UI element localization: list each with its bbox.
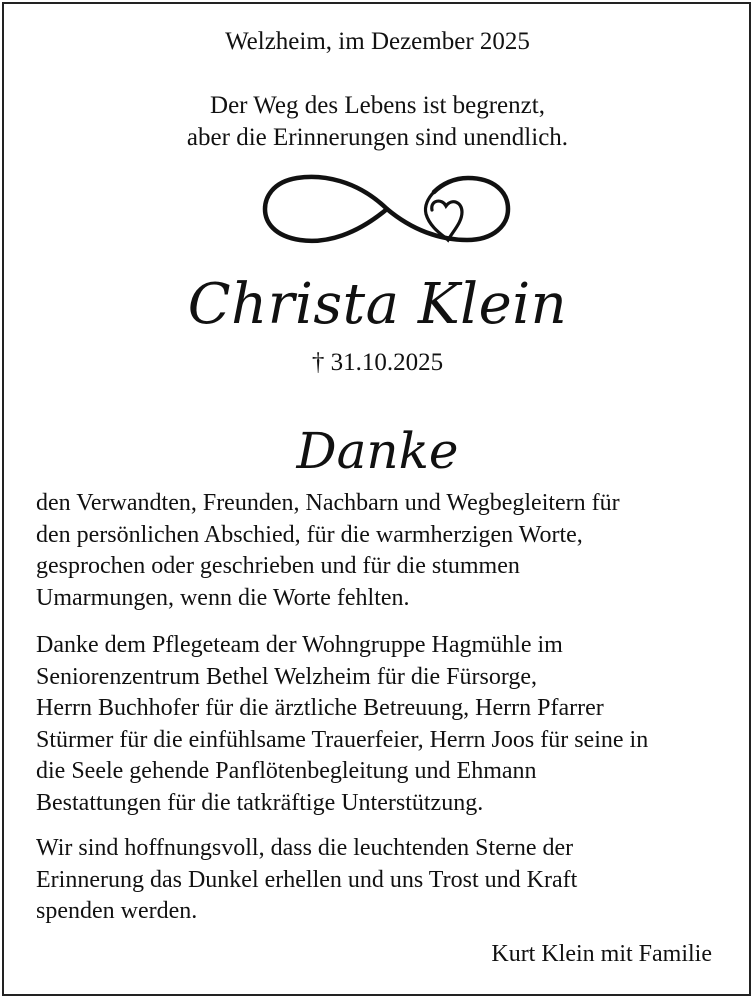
motto	[0, 90, 755, 154]
paragraph-line: den persönlichen Abschied, für die warmherzigen Worte,	[36, 521, 583, 548]
paragraph-line: Seniorenzentrum Bethel Welzheim für die Fürsorge,	[36, 663, 538, 690]
signature: Kurt Klein mit Familie	[491, 941, 712, 967]
paragraph-line: Umarmungen, wenn die Worte fehlten.	[36, 584, 410, 611]
paragraph-line: Stürmer für die einfühlsame Trauerfeier, Herrn Joos für seine in	[36, 726, 649, 753]
paragraph-line: Herrn Buchhofer für die ärztliche Betreuung, Herrn Pfarrer	[36, 695, 604, 721]
place-date: Welzheim, im Dezember 2025	[225, 28, 530, 55]
motto-line: Der Weg des Lebens ist begrenzt,	[210, 92, 545, 119]
thanks-heading: Danke	[296, 422, 459, 480]
deceased-name: Christa Klein	[187, 272, 568, 337]
hope-paragraph	[36, 833, 726, 928]
paragraph-line: gesprochen oder geschrieben und für die stummen	[36, 553, 520, 579]
care-thanks-paragraph	[36, 630, 726, 819]
death-date: † 31.10.2025	[311, 349, 444, 376]
motto-line: aber die Erinnerungen sind unendlich.	[186, 124, 569, 151]
paragraph-line: Wir sind hoffnungsvoll, dass die leuchtenden Sterne der	[36, 835, 574, 861]
infinity-heart-icon	[262, 170, 512, 248]
paragraph-line: den Verwandten, Freunden, Nachbarn und Wegbegleitern für	[36, 490, 620, 516]
paragraph-line: spenden werden.	[36, 898, 198, 924]
paragraph-line: Danke dem Pflegeteam der Wohngruppe Hagmühle im	[36, 632, 563, 658]
paragraph-line: die Seele gehende Panflötenbegleitung und Ehmann	[36, 758, 537, 784]
paragraph-line: Bestattungen für die tatkräftige Unterstützung.	[36, 789, 484, 816]
paragraph-line: Erinnerung das Dunkel erhellen und uns Trost und Kraft	[36, 866, 578, 893]
thanks-paragraph	[36, 488, 726, 614]
